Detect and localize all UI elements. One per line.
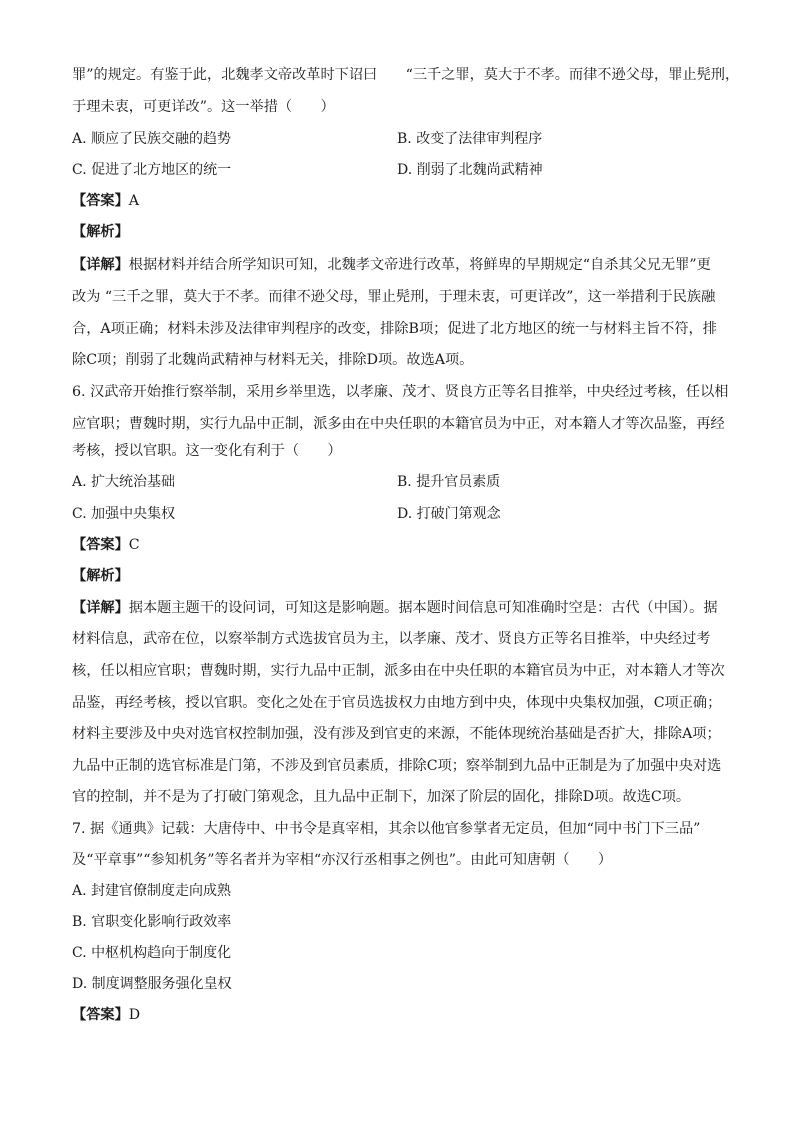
q6-stem-line-3: 考核，授以官职。这一变化有利于（ ） [72, 443, 342, 459]
q7-answer [72, 1005, 722, 1025]
q6-stem-line-1: 6. 汉武帝开始推行察举制，采用乡举里选，以孝廉、茂才、贤良方正等名目推举，中央经过考核，任以相 [72, 384, 729, 400]
q5-option-b: B. 改变了法律审判程序 [397, 131, 543, 147]
q7-option-d: D. 制度调整服务强化皇权 [72, 976, 232, 992]
q7-option-c: C. 中枢机构趋向于制度化 [72, 945, 232, 961]
q5-option-c: C. 促进了北方地区的统一 [72, 162, 232, 178]
q7-stem-line-1: 7. 据《通典》记载：大唐侍中、中书令是真宰相，其余以他官参掌者无定员，但加“同中书门下三品” [72, 821, 701, 837]
q5-detail-line-2: 改为 “三千之罪，莫大于不孝。而律不逊父母，罪止髡刑，于理未衷，可更详改”，这一举措利于民族融 [72, 289, 716, 305]
q6-detail-line-6: 九品中正制的选官标准是门第，不涉及到官员素质，排除C项；察举制到九品中正制是为了加强中央对选 [72, 758, 722, 774]
q6-option-b: B. 提升官员素质 [397, 474, 501, 490]
q7-stem-line-2: 及“平章事”“参知机务”等名者并为宰相“亦汉行丞相事之例也”。由此可知唐朝（ ） [72, 852, 613, 868]
answer-tag: 【答案】 [72, 1007, 129, 1023]
detail-tag: 【详解】 [72, 600, 129, 616]
q5-detail-line-3: 合，A项正确；材料未涉及法律审判程序的改变，排除B项；促进了北方地区的统一与材料主旨不符，排 [72, 321, 717, 337]
q5-detail-line-1 [72, 255, 722, 275]
q6-detail-line-7: 官的控制，并不是为了打破门第观念，且九品中正制下，加深了阶层的固化，排除D项。故选C项。 [72, 789, 691, 805]
answer-value: C [128, 537, 140, 553]
q6-analysis-heading [72, 566, 722, 586]
q6-option-d: D. 打破门第观念 [397, 506, 501, 522]
q6-option-a: A. 扩大统治基础 [72, 474, 176, 490]
detail-text: 根据材料并结合所学知识可知，北魏孝文帝进行改革，将鲜卑的早期规定“自杀其父兄无罪”更 [128, 257, 711, 273]
analysis-tag: 【解析】 [72, 224, 129, 240]
q6-answer [72, 535, 722, 555]
q5-option-d: D. 削弱了北魏尚武精神 [397, 162, 543, 178]
q7-option-b: B. 官职变化影响行政效率 [72, 914, 232, 930]
q6-detail-line-1 [72, 598, 722, 618]
answer-value: D [128, 1007, 141, 1023]
answer-tag: 【答案】 [72, 537, 129, 553]
q5-analysis-heading [72, 222, 722, 242]
q6-detail-line-5: 材料主要涉及中央对选官权控制加强，没有涉及到官吏的来源，不能体现统治基础是否扩大，排除A项； [72, 726, 721, 742]
q7-option-a: A. 封建官僚制度走向成熟 [72, 883, 232, 899]
detail-text: 据本题主题干的设问词，可知这是影响题。据本题时间信息可知准确时空是：古代（中国）。据 [128, 600, 718, 616]
detail-tag: 【详解】 [72, 257, 129, 273]
q6-stem-line-2: 应官职；曹魏时期，实行九品中正制，派多由在中央任职的本籍官员为中正，对本籍人才等次品鉴，再经 [72, 416, 725, 432]
q6-detail-line-2: 材料信息，武帝在位，以察举制方式选拔官员为主，以孝廉、茂才、贤良方正等名目推举，中央经过考 [72, 631, 711, 647]
q5-option-a: A. 顺应了民族交融的趋势 [72, 131, 232, 147]
q6-option-c: C. 加强中央集权 [72, 506, 176, 522]
answer-value: A [128, 193, 140, 209]
q5-stem-line-2: 于理未衷，可更详改”。这一举措（ ） [72, 99, 335, 115]
analysis-tag: 【解析】 [72, 568, 129, 584]
q6-detail-line-4: 品鉴，再经考核，授以官职。变化之处在于官员选拔权力由地方到中央，体现中央集权加强，C项正确； [72, 695, 722, 711]
q6-detail-line-3: 核，任以相应官职；曹魏时期，实行九品中正制，派多由在中央任职的本籍官员为中正，对本籍人才等次 [72, 663, 725, 679]
answer-tag: 【答案】 [72, 193, 129, 209]
q5-stem-line-1: 罪”的规定。有鉴于此，北魏孝文帝改革时下诏曰 “三千之罪，莫大于不孝。而律不逊父母，罪止髡刑， [72, 67, 740, 83]
q5-answer [72, 191, 722, 211]
q5-detail-line-4: 除C项；削弱了北魏尚武精神与材料无关，排除D项。故选A项。 [72, 352, 474, 368]
